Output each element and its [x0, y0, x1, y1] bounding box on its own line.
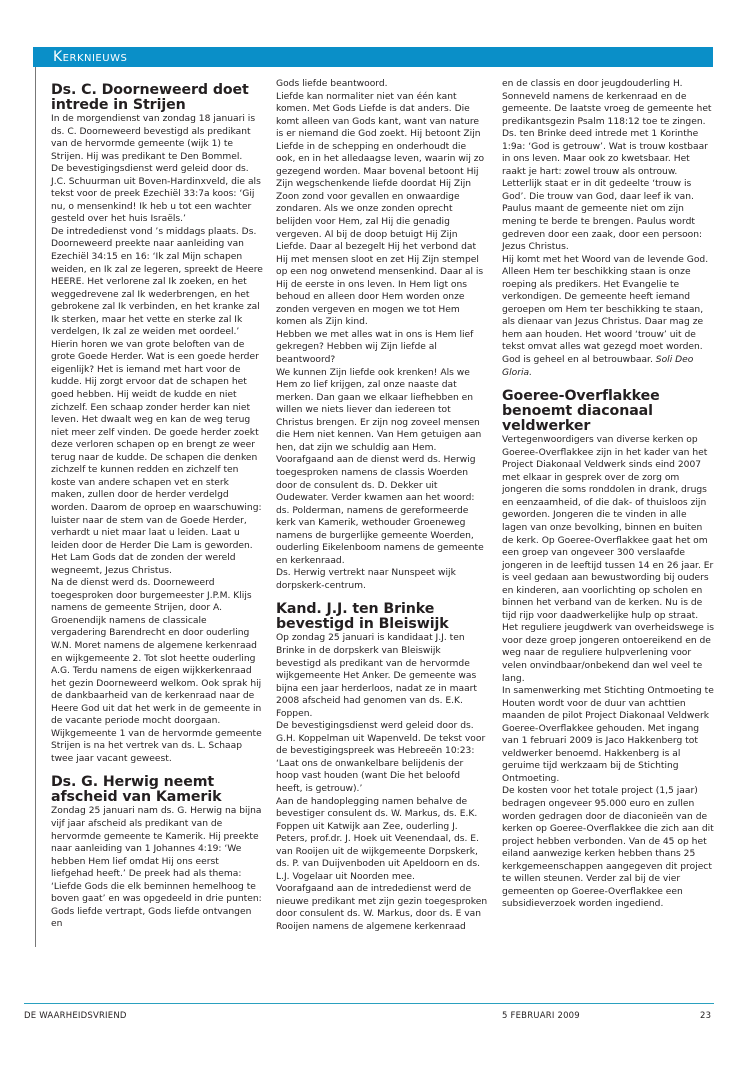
article-title: Goeree-Overflakkee benoemt diaconaal veldwerker: [502, 388, 660, 435]
article-title: Ds. C. Doorneweerd doet intrede in Strijen: [51, 82, 249, 113]
article-paragraph: Ds. Herwig vertrekt naar Nunspeet wijk dorpskerk-centrum.: [276, 568, 456, 591]
article-herwig: [51, 775, 263, 930]
article-herwig-continued: [276, 78, 488, 592]
article-paragraph: Vertegenwoordigers van diverse kerken op Goeree-Overflakkee zijn in het kader van het Project Diakonaal Veldwerk sinds eind 2007 met elkaar in gesprek over de zorg om jongeren die soms ronddolen in drank, drugs en eenzaamheid, of die dak- of thuisloos zijn geworden. Jongeren die te vinden in alle lagen van onze bevolking, binnen en buiten de kerk. Op Goeree-Overflakkee gaat het om een groep van ongeveer 300 verslaafde jongeren in de leeftijd tussen 14 en 26 jaar. Er is veel gedaan aan bewustwording bij ouders en kinderen, aan voorlichting op scholen en binnen het verband van de kerken. Nu is de tijd rijp voor daadwerkelijke hulp op straat. Het reguliere jeugdwerk van overheidswege is voor deze groep jongeren ontoereikend en de weg naar de reguliere hulpverlening voor velen onvindbaar/onbekend dan wel veel te lang.: [502, 435, 714, 684]
article-title: Ds. G. Herwig neemt afscheid van Kamerik: [51, 774, 222, 806]
article-paragraph: Aan de handoplegging namen behalve de bevestiger consulent ds. W. Markus, ds. E.K. Foppen uit Katwijk aan Zee, ouderling J. Peters, prof.dr. J. Hoek uit Veenendaal, ds. E. van Rooijen uit de wijkgemeente Dorpskerk, ds. P. van Duijvenboden uit Apeldoorn en ds. L.J. Vogelaar uit Noorden mee.: [276, 796, 481, 882]
column-3: [502, 78, 714, 911]
article-paragraph: Voorafgaand aan de intrededienst werd de nieuwe predikant met zijn gezin toegesproken door consulent ds. W. Markus, door ds. E van Rooijen namens de algemene kerkenraad: [276, 884, 488, 932]
article-paragraph: We kunnen Zijn liefde ook krenken! Als we Hem zo lief krijgen, zal onze naaste dat merken. Dan gaan we elkaar liefhebben en willen we niets liever dan iedereen tot Christus brengen. Er zijn nog zoveel mensen die Hem niet kennen. Van Hem getuigen aan hen, dat zijn we schuldig aan Hem.: [276, 367, 482, 453]
article-paragraph: Gods liefde beantwoord.: [276, 79, 388, 89]
article-paragraph: Zondag 25 januari nam ds. G. Herwig na bijna vijf jaar afscheid als predikant van de hervormde gemeente te Kamerik. Hij preekte naar aanleiding van 1 Johannes 4:19: ‘We hebben Hem lief omdat Hij ons eerst liefgehad heeft.’ De preek had als thema: ‘Liefde Gods die elk beminnen hemelhoog te boven gaat’ en was opgedeeld in drie punten: Gods liefde vertrapt, Gods liefde ontvangen en: [51, 806, 262, 930]
article-paragraph: In de morgendienst van zondag 18 januari is ds. C. Doorneweerd bevestigd als predikant van de hervormde gemeente (wijk 1) te Strijen. Hij was predikant te Den Bommel.: [51, 114, 256, 162]
article-goeree: [502, 389, 714, 911]
footer-page-number: 23: [700, 1011, 712, 1021]
article-tenbrinke-continued: [502, 78, 714, 379]
left-vertical-rule: [35, 67, 36, 947]
article-paragraph: Ds. ten Brinke deed intrede met 1 Korinthe 1:9a: ‘God is getrouw’. Wat is trouw kostbaar in ons leven. Maar ook zo kwetsbaar. Het raakt je hart: zowel trouw als ontrouw. Letterlijk staat er in dit gedeelte ‘trouw is God’. Die trouw van God, daar leef ik van. Paulus maant de gemeente niet om zijn mening te berde te brengen. Paulus wordt gedreven door een zaak, door een persoon: Jezus Christus.: [502, 129, 708, 253]
column-1: [51, 83, 263, 931]
article-paragraph: De intrededienst vond ’s middags plaats. Ds. Doorneweerd preekte naar aanleiding van Ezechiël 34:15 en 16: ‘Ik zal Mijn schapen weiden, en Ik zal ze legeren, spreekt de Heere HEERE. Het verlorene zal Ik zoeken, en het weggedrevene zal Ik wederbrengen, en het gebrokene zal Ik verbinden, en het kranke zal Ik sterken, maar het vette en sterke zal Ik verdelgen, Ik zal ze weiden met oordeel.’ Hierin horen we van grote beloften van de grote Goede Herder. Wat is een goede herder eigenlijk? Het is iemand met hart voor de kudde. Hij zorgt ervoor dat de schapen het goed hebben. Hij weidt de kudde en niet zichzelf. Een schaap zonder herder kan niet leven. Het dwaalt weg en kan de weg terug niet meer zelf vinden. De goede herder zoekt deze verloren schapen op en brengt ze weer terug naar de kudde. De schapen die denken zichzelf te kunnen redden en zichzelf ten koste van andere schapen vet en sterk maken, zullen door de herder verdelgd worden. Daarom de oproep en waarschuwing: luister naar de stem van de Goede Herder, verhardt u niet maar laat u leiden. Laat u leiden door de Herder Die Lam is geworden. Het Lam Gods dat de zonden der wereld wegneemt, Jezus Christus.: [51, 226, 263, 576]
article-doorneweerd: [51, 83, 263, 765]
article-paragraph: De bevestigingsdienst werd geleid door ds. G.H. Koppelman uit Wapenveld. De tekst voor de bevestigingspreek was Hebreeën 10:23: ‘Laat ons de onwankelbare belijdenis der hoop vast houden (want Die het beloofd heeft, is getrouw).’: [276, 721, 486, 794]
paragraph-text: Hij komt met het Woord van de levende God. Alleen Hem ter beschikking staan is onze roeping als predikers. Het Evangelie te verkondigen. De gemeente heeft iemand geroepen om Hem ter beschikking te staan, als dienaar van Jezus Christus. Daar mag ze hem aan houden. Het woord ‘trouw’ uit de tekst omvat alles wat gezegd moet worden. God is geheel en al betrouwbaar.: [502, 254, 709, 366]
article-paragraph: In samenwerking met Stichting Ontmoeting te Houten wordt voor de duur van achttien maanden de pilot Project Diakonaal Veldwerk Goeree-Overflakkee gehouden. Met ingang van 1 februari 2009 is Jaco Hakkenberg tot veldwerker benoemd. Hakkenberg is al geruime tijd werkzaam bij de Stichting Ontmoeting.: [502, 686, 714, 784]
article-paragraph: Voorafgaand aan de dienst werd ds. Herwig toegesproken namens de classis Woerden door de consulent ds. D. Dekker uit Oudewater. Verder kwamen aan het woord: ds. Polderman, namens de gereformeerde kerk van Kamerik, wethouder Groeneweg namens de burgerlijke gemeente Woerden, ouderling Eikelenboom namens de gemeente en kerkenraad.: [276, 455, 484, 566]
section-header-bar: [33, 47, 713, 67]
article-paragraph: Hebben we met alles wat in ons is Hem lief gekregen? Hebben wij Zijn liefde al beantwoord?: [276, 329, 474, 366]
article-paragraph: Op zondag 25 januari is kandidaat J.J. ten Brinke in de dorpskerk van Bleiswijk bevestigd als predikant van de hervormde wijkgemeente Het Anker. De gemeente was bijna een jaar herderloos, nadat ze in maart 2008 afscheid had genomen van ds. E.K. Foppen.: [276, 633, 477, 719]
article-paragraph: [502, 254, 714, 379]
footer-rule: [24, 1003, 714, 1004]
article-paragraph: en de classis en door jeugdouderling H. Sonneveld namens de kerkenraad en de gemeente. De laatste vroeg de gemeente het predikantsgezin Psalm 118:12 toe te zingen.: [502, 79, 712, 127]
footer-date: 5 FEBRUARI 2009: [502, 1011, 580, 1021]
column-2: [276, 78, 488, 934]
closing-italic: Soli Deo Gloria.: [502, 355, 694, 378]
footer-publication: DE WAARHEIDSVRIEND: [24, 1011, 127, 1021]
article-paragraph: Liefde kan normaliter niet van één kant komen. Met Gods Liefde is dat anders. Die komt alleen van Gods kant, want van nature is er niemand die God zoekt. Hij betoont Zijn Liefde in de schepping en onderhoudt die ook, en in het alledaagse leven, waarin wij zo gezegend worden. Maar bovenal betoont Hij Zijn wegschenkende liefde doordat Hij Zijn Zoon zond voor gevallen en onwaardige zondaren. Als we onze zonden oprecht belijden voor Hem, zal Hij die genadig vergeven. Al bij de doop betuigt Hij Zijn Liefde. Daar al bezegelt Hij het verbond dat Hij met mensen sloot en zet Hij Zijn stempel op een nog onwetend mensenkind. Daar al is Hij de eerste in ons leven. In Hem ligt ons behoud en alleen door Hem worden onze zonden vergeven en mogen we tot Hem komen als Zijn kind.: [276, 91, 485, 328]
article-tenbrinke: [276, 602, 488, 933]
article-paragraph: De bevestigingsdienst werd geleid door ds. J.C. Schuurman uit Boven-Hardinxveld, die als tekst voor de preek Ezechiël 33:7a koos: ‘Gij nu, o mensenkind! Ik heb u tot een wachter gesteld over het huis Israëls.’: [51, 164, 261, 225]
article-paragraph: De kosten voor het totale project (1,5 jaar) bedragen ongeveer 95.000 euro en zullen worden gedragen door de diaconieën van de kerken op Goeree-Overflakkee die zich aan dit project hebben verbonden. Van de 45 op het eiland aanwezige kerken hebben thans 25 kerkgemeenschappen aangegeven dit project te willen steunen. Verder zal bij de vier gemeenten op Goeree-Overflakkee een subsidieverzoek worden ingediend.: [502, 786, 714, 910]
section-title: Kerknieuws: [53, 49, 128, 65]
article-title: Kand. J.J. ten Brinke bevestigd in Bleiswijk: [276, 601, 449, 633]
article-paragraph: Na de dienst werd ds. Doorneweerd toegesproken door burgemeester J.P.M. Klijs namens de gemeente Strijen, door A. Groenendijk namens de classicale vergadering Barendrecht en door ouderling W.N. Moret namens de algemene kerkenraad en wijkgemeente 2. Tot slot heette ouderling A.G. Terdu namens de eigen wijkkerkenraad het gezin Doorneweerd welkom. Ook sprak hij de dankbaarheid van de kerkenraad naar de Heere God uit dat het werk in de gemeente in de vacante periode mocht doorgaan. Wijkgemeente 1 van de hervormde gemeente Strijen is na het vertrek van ds. L. Schaap twee jaar vacant geweest.: [51, 578, 262, 764]
